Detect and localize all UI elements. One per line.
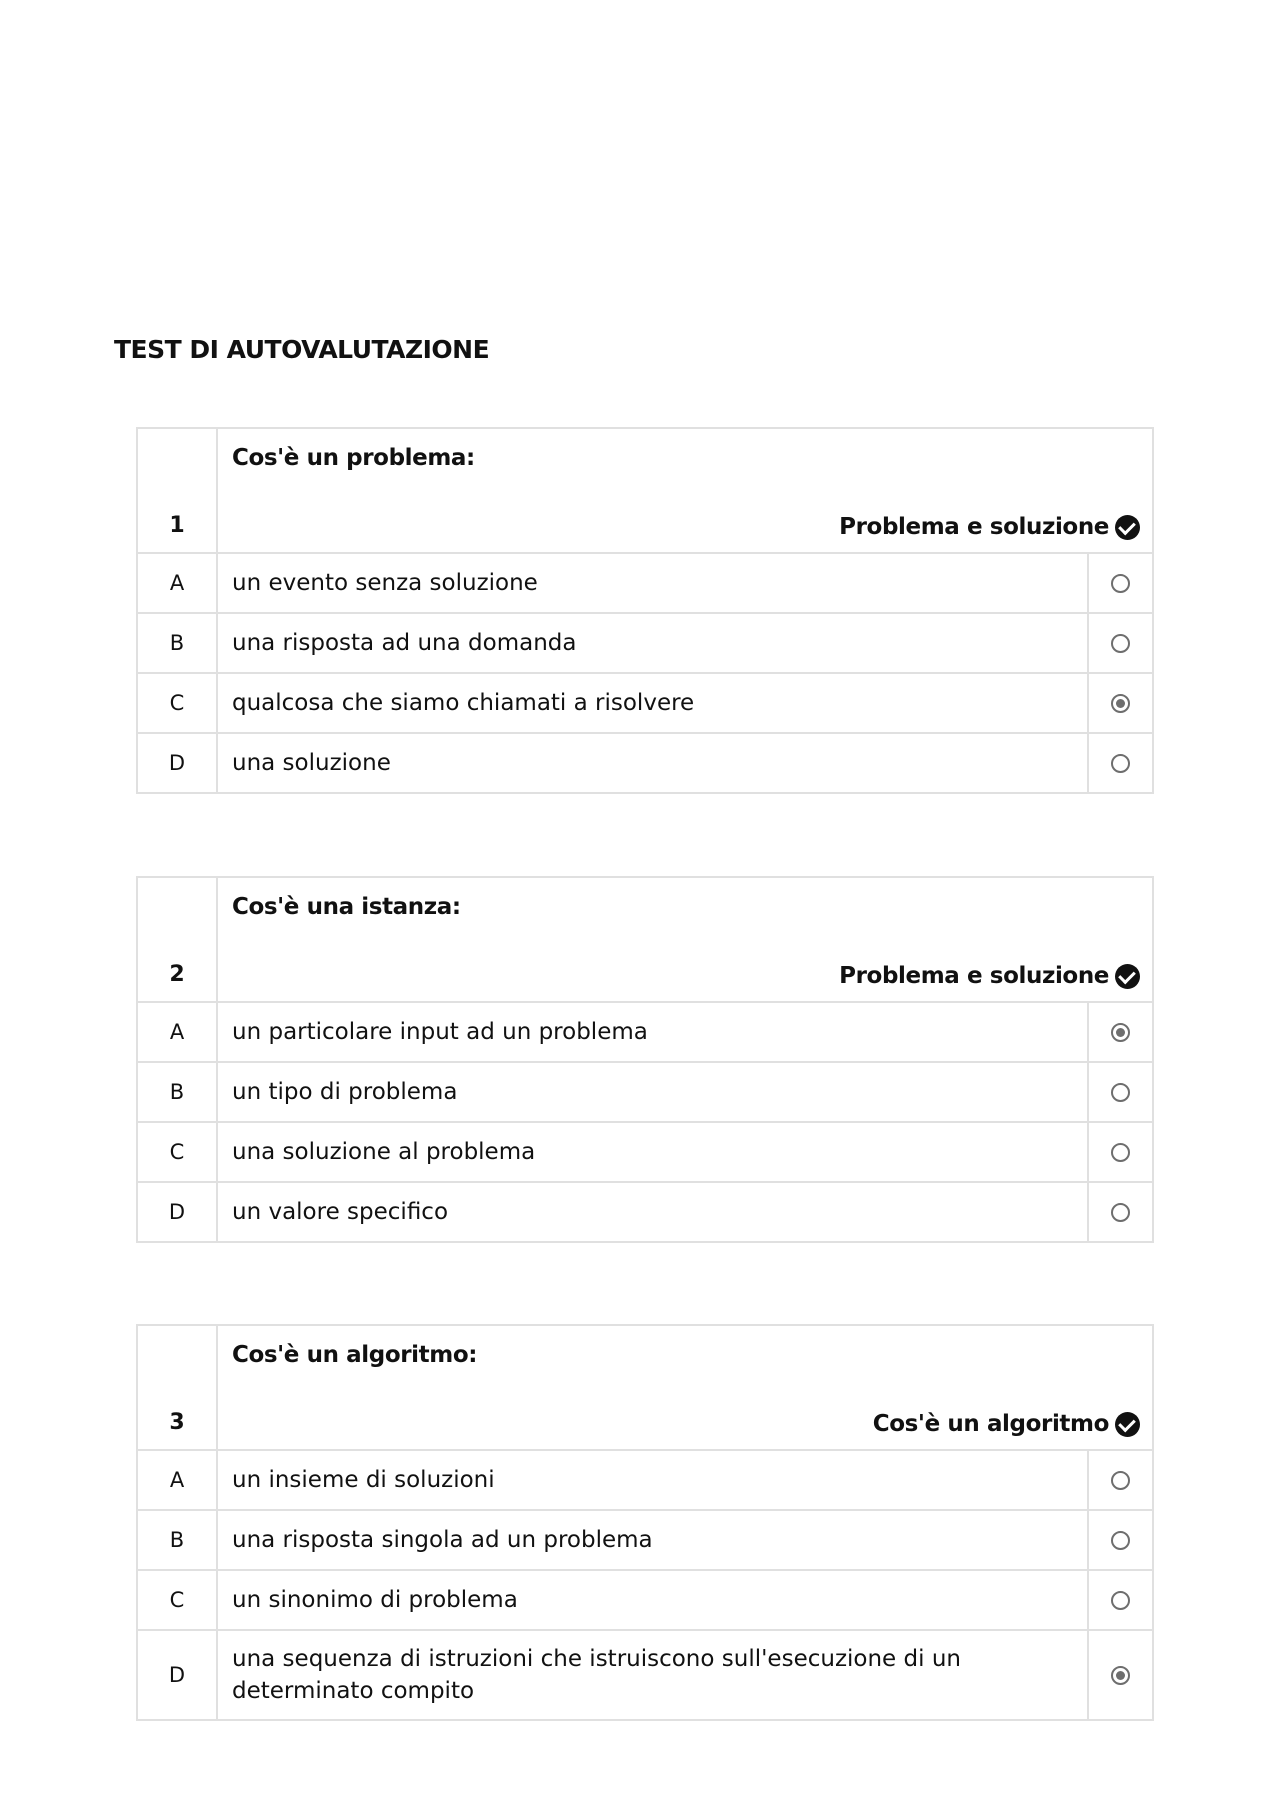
radio-button[interactable] [1111,1666,1130,1685]
topic-label [839,963,1140,989]
radio-button[interactable] [1111,1203,1130,1222]
option-row[interactable] [137,673,1153,733]
question-table-2 [136,876,1154,1243]
check-circle-icon [1115,1412,1140,1437]
option-letter: A [137,1002,217,1062]
option-letter: B [137,1510,217,1570]
radio-button[interactable] [1111,1023,1130,1042]
question-text: Cos'è un problema: [232,445,475,471]
topic-text: Problema e soluzione [839,514,1109,540]
option-letter: A [137,553,217,613]
option-row[interactable] [137,613,1153,673]
option-row[interactable] [137,1510,1153,1570]
question-number: 1 [137,428,217,553]
radio-button[interactable] [1111,694,1130,713]
option-letter: A [137,1450,217,1510]
option-text: un tipo di problema [217,1062,1088,1122]
topic-label [839,514,1140,540]
check-circle-icon [1115,964,1140,989]
option-text: una soluzione al problema [217,1122,1088,1182]
option-letter: C [137,673,217,733]
option-row[interactable] [137,1630,1153,1720]
question-table-3 [136,1324,1154,1721]
option-text: una soluzione [217,733,1088,793]
option-row[interactable] [137,1002,1153,1062]
topic-text: Cos'è un algoritmo [872,1411,1109,1437]
option-text: qualcosa che siamo chiamati a risolvere [217,673,1088,733]
question-header-row [137,1325,1153,1450]
radio-button[interactable] [1111,1471,1130,1490]
radio-button[interactable] [1111,1083,1130,1102]
page-title: TEST DI AUTOVALUTAZIONE [114,335,490,364]
option-letter: D [137,1182,217,1242]
option-row[interactable] [137,1570,1153,1630]
question-text: Cos'è un algoritmo: [232,1342,478,1368]
option-letter: B [137,1062,217,1122]
option-text: una risposta singola ad un problema [217,1510,1088,1570]
radio-button[interactable] [1111,574,1130,593]
option-letter: D [137,733,217,793]
option-text: un insieme di soluzioni [217,1450,1088,1510]
option-text: una risposta ad una domanda [217,613,1088,673]
radio-button[interactable] [1111,1143,1130,1162]
radio-button[interactable] [1111,1531,1130,1550]
option-row[interactable] [137,1122,1153,1182]
option-letter: C [137,1122,217,1182]
option-letter: C [137,1570,217,1630]
option-text: una sequenza di istruzioni che istruiscono sull'esecuzione di un determinato compito [217,1630,1088,1720]
option-row[interactable] [137,1182,1153,1242]
option-row[interactable] [137,1450,1153,1510]
question-text: Cos'è una istanza: [232,894,461,920]
question-number: 2 [137,877,217,1002]
option-letter: D [137,1630,217,1720]
radio-button[interactable] [1111,754,1130,773]
option-text: un valore specifico [217,1182,1088,1242]
question-header-row [137,877,1153,1002]
question-number: 3 [137,1325,217,1450]
question-table-1 [136,427,1154,794]
question-header-row [137,428,1153,553]
check-circle-icon [1115,515,1140,540]
radio-button[interactable] [1111,1591,1130,1610]
option-row[interactable] [137,553,1153,613]
topic-label [873,1411,1140,1437]
option-text: un sinonimo di problema [217,1570,1088,1630]
option-row[interactable] [137,733,1153,793]
topic-text: Problema e soluzione [839,963,1109,989]
option-text: un particolare input ad un problema [217,1002,1088,1062]
option-row[interactable] [137,1062,1153,1122]
option-letter: B [137,613,217,673]
radio-button[interactable] [1111,634,1130,653]
option-text: un evento senza soluzione [217,553,1088,613]
